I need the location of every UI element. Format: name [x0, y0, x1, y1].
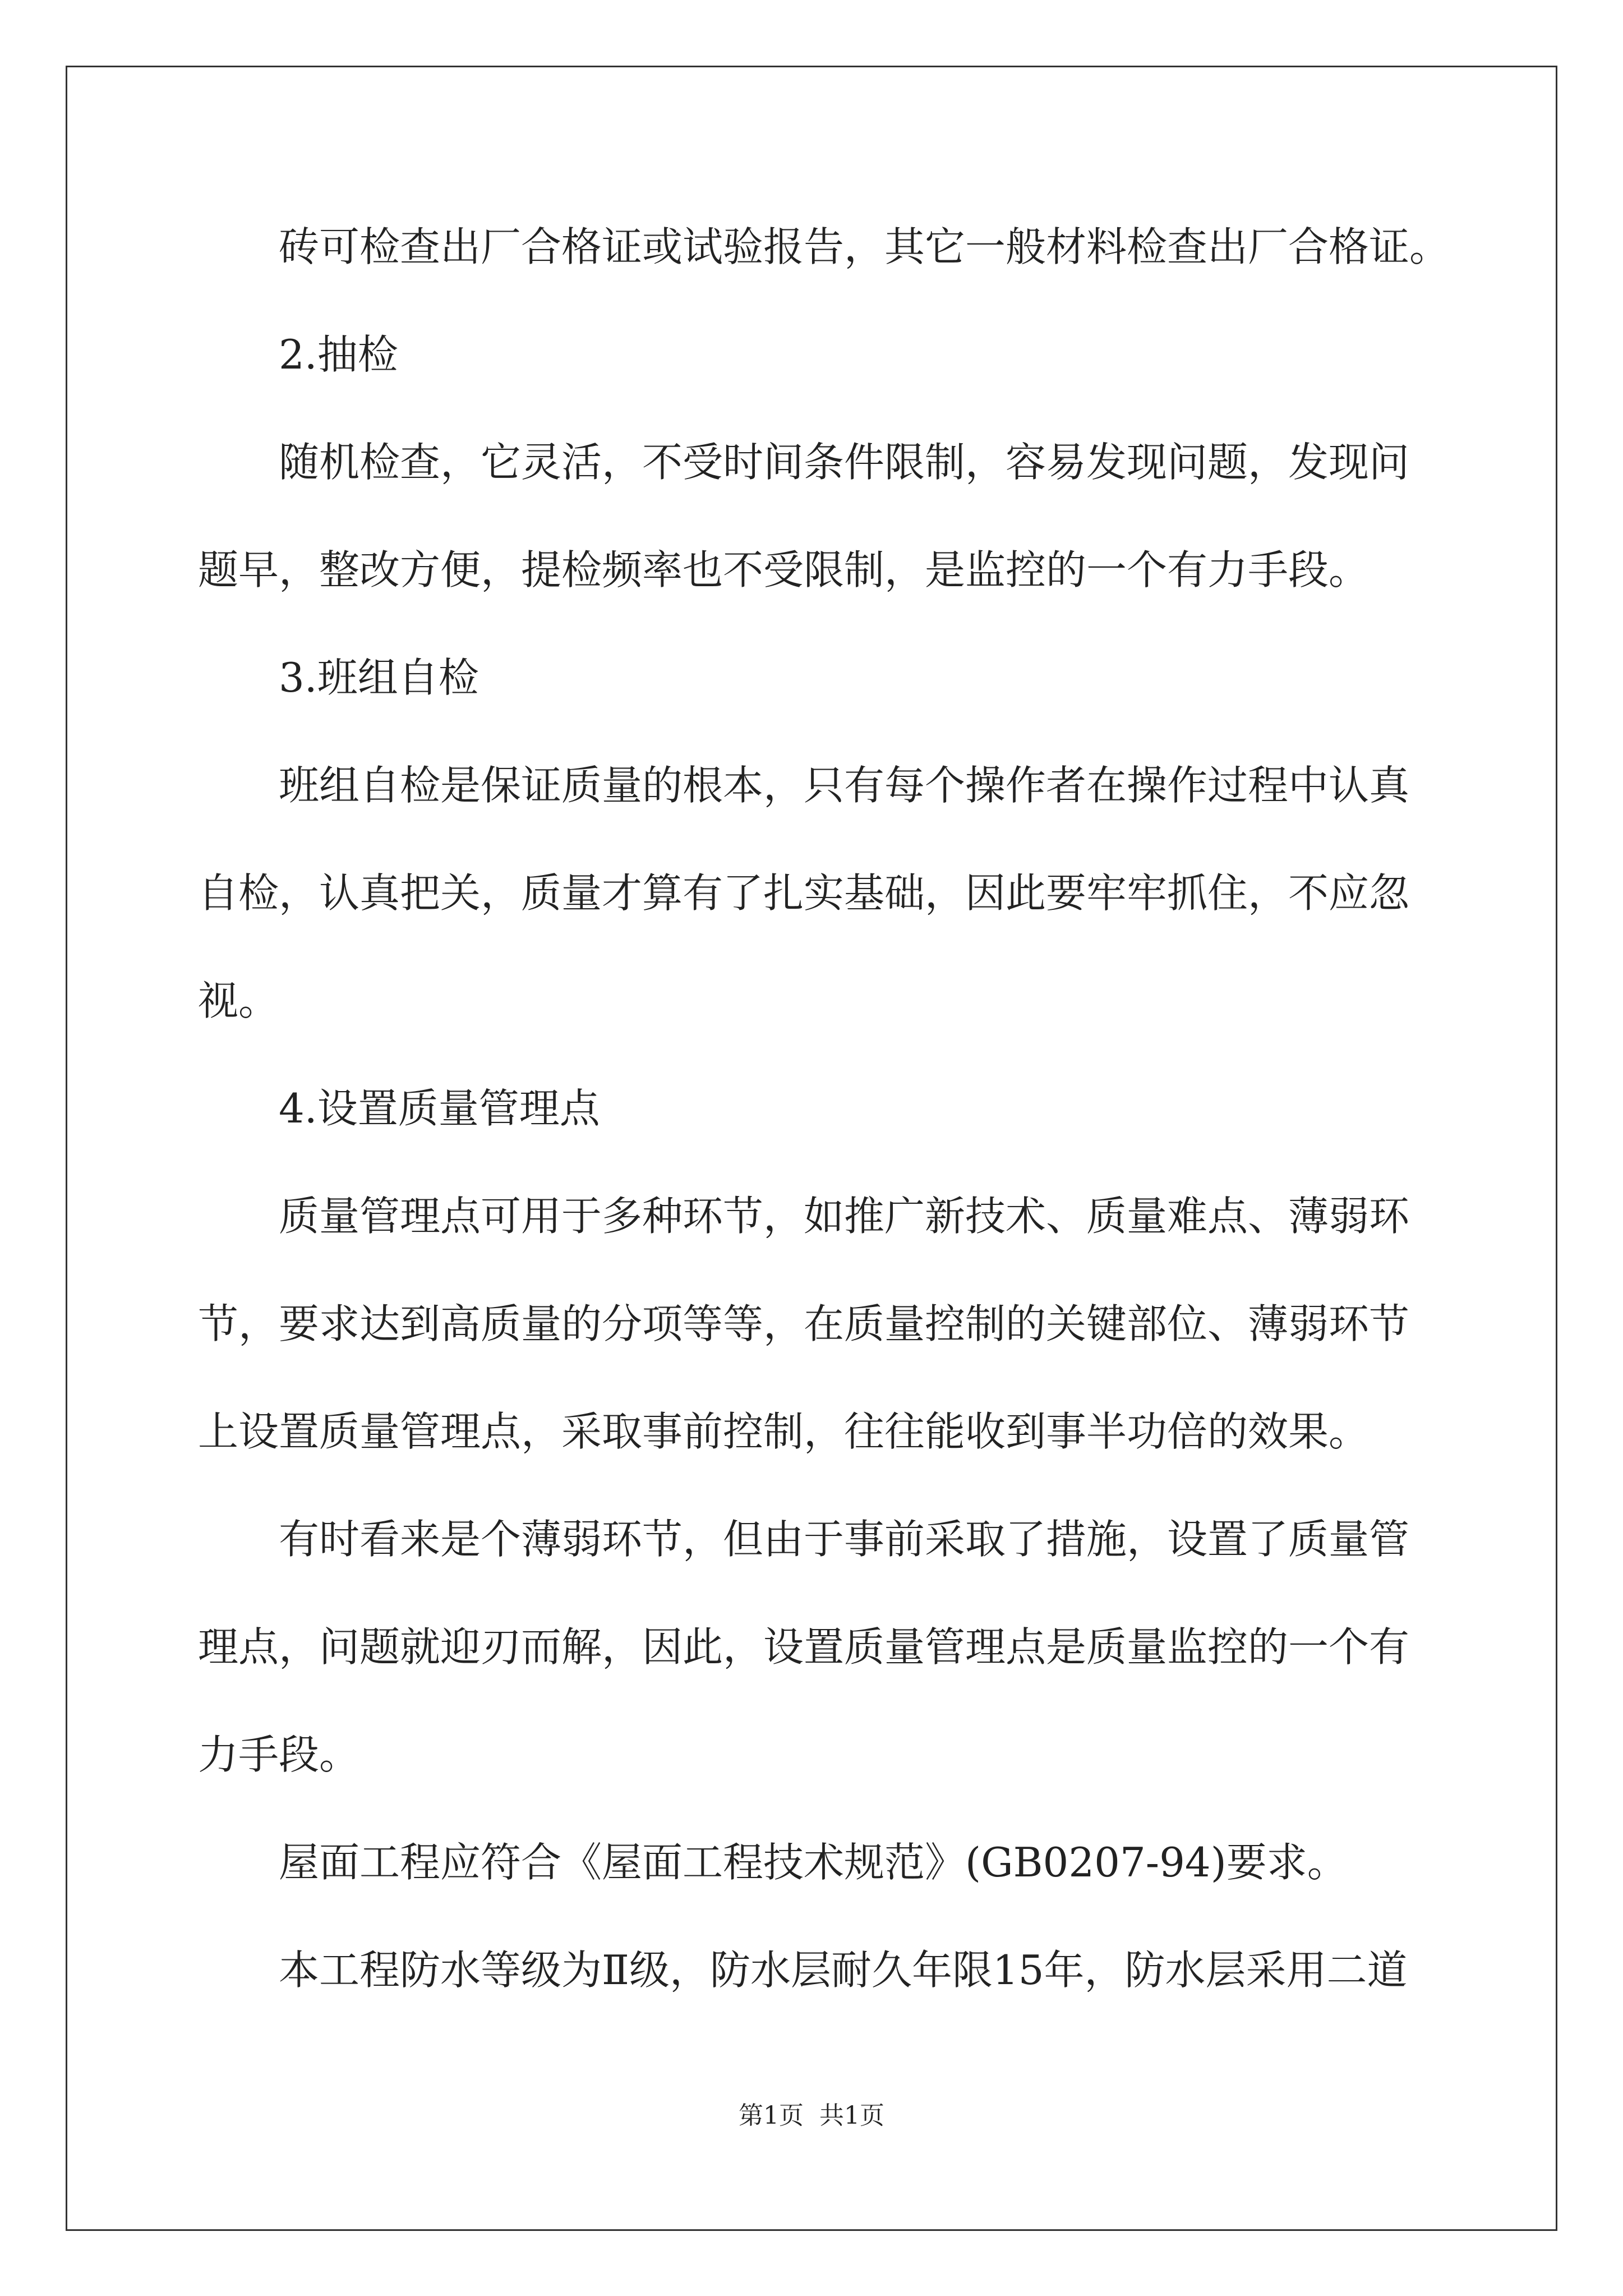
text-line: 随机检查，它灵活，不受时间条件限制，容易发现问题，发现问 — [279, 439, 1410, 486]
section-heading: 3.班组自检 — [279, 654, 479, 701]
text-line: 有时看来是个薄弱环节，但由于事前采取了措施，设置了质量管 — [279, 1516, 1410, 1563]
text-line: 质量管理点可用于多种环节，如推广新技术、质量难点、薄弱环 — [279, 1193, 1410, 1240]
section-heading: 4.设置质量管理点 — [279, 1085, 600, 1132]
page-number-total: 共1页 — [819, 2101, 884, 2130]
text-line: 班组自检是保证质量的根本，只有每个操作者在操作过程中认真 — [279, 762, 1410, 809]
text-line: 本工程防水等级为Ⅱ级，防水层耐久年限15年，防水层采用二道 — [279, 1947, 1408, 1994]
text-line: 力手段。 — [198, 1731, 360, 1778]
text-line: 上设置质量管理点，采取事前控制，往往能收到事半功倍的效果。 — [198, 1408, 1370, 1455]
text-line: 理点，问题就迎刃而解，因此，设置质量管理点是质量监控的一个有 — [198, 1623, 1410, 1671]
text-line: 题早，整改方便，提检频率也不受限制，是监控的一个有力手段。 — [198, 546, 1370, 593]
text-line: 屋面工程应符合《屋面工程技术规范》(GB0207-94)要求。 — [279, 1839, 1348, 1886]
page-border — [66, 66, 1557, 2231]
text-line: 砖可检查出厂合格证或试验报告，其它一般材料检查出厂合格证。 — [279, 223, 1450, 270]
text-line: 自检，认真把关，质量才算有了扎实基础，因此要牢牢抓住，不应忽 — [198, 869, 1410, 917]
text-line: 视。 — [198, 977, 279, 1024]
page-number-current: 第1页 — [739, 2101, 804, 2130]
section-heading: 2.抽检 — [279, 331, 398, 378]
text-line: 节，要求达到高质量的分项等等，在质量控制的关键部位、薄弱环节 — [198, 1300, 1410, 1347]
page-footer — [0, 2095, 1623, 2131]
